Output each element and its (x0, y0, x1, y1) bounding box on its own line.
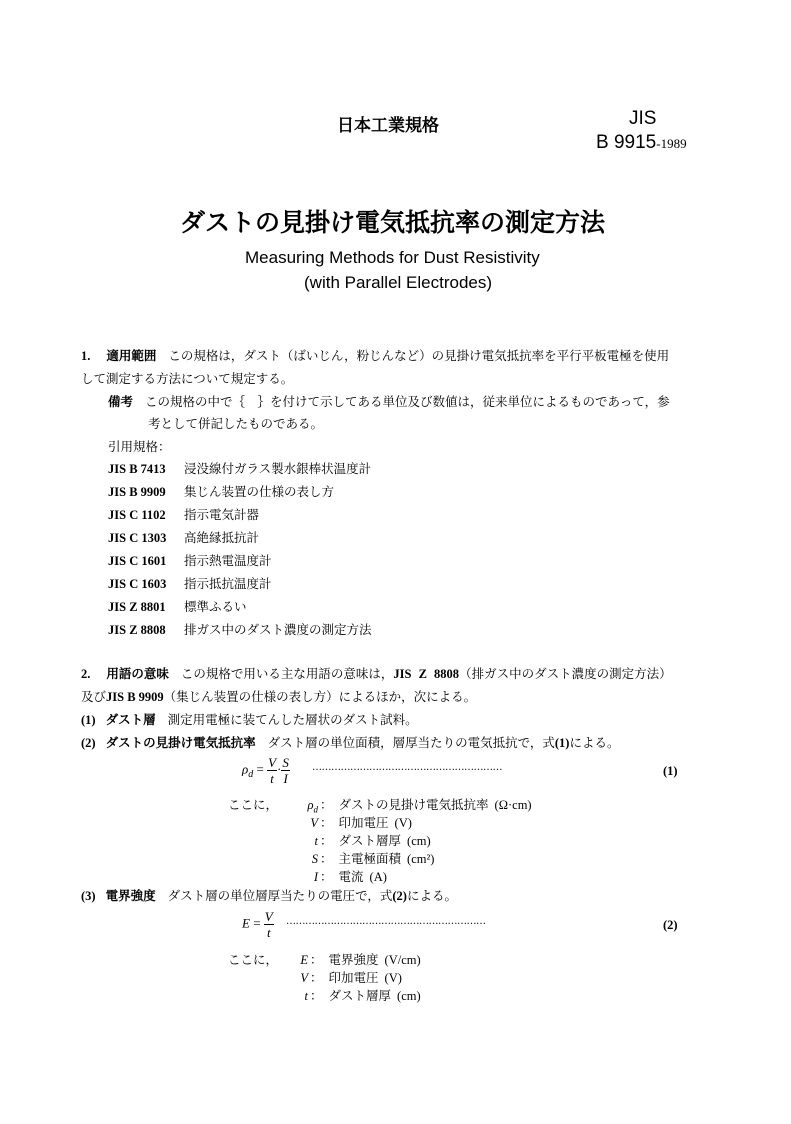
eq1-leader: …………………………………………………… (312, 762, 502, 773)
eq2-equals: = (253, 915, 261, 931)
variable-description: ダスト層厚 (328, 988, 392, 1003)
term-item-3 (81, 886, 457, 904)
reference-title: 集じん装置の仕様の表し方 (184, 484, 335, 499)
reference-code: JIS C 1603 (108, 577, 167, 591)
term-definition-end: による。 (569, 735, 620, 750)
eq1-numerator-1: V (268, 755, 277, 770)
colon: ： (320, 797, 333, 812)
term-name: 電界強度 (105, 888, 156, 903)
equation-1 (242, 756, 290, 785)
remark-label: 備考 (108, 394, 134, 409)
term-definition: 測定用電極に装てんした層状のダスト試料。 (167, 712, 418, 727)
term-item-2 (81, 733, 619, 751)
variable-description: ダストの見掛け電気抵抗率 (338, 797, 489, 812)
variable-unit: (cm²) (407, 852, 435, 866)
variable-symbol-text: S (311, 852, 318, 866)
variable-description: 主電極面積 (338, 851, 402, 866)
variable-description: 電流 (338, 869, 364, 884)
reference-item (108, 597, 247, 615)
reference-title: 高絶縁抵抗計 (184, 530, 260, 545)
variable-symbol (290, 852, 318, 867)
eq1-lhs: ρ (242, 761, 249, 777)
reference-item (108, 528, 259, 546)
section2-line2 (81, 687, 476, 705)
section1-number: 1. (81, 349, 91, 363)
variable-symbol: E (300, 953, 308, 967)
equation-reference: (1) (554, 736, 570, 750)
eq2-numerator: V (264, 909, 273, 924)
variable-definition (290, 831, 431, 849)
eq1-denominator-2: I (283, 771, 288, 786)
reference-code: JIS C 1601 (108, 554, 167, 568)
variable-definition (290, 795, 532, 815)
standard-org: 日本工業規格 (337, 116, 439, 136)
colon: ： (310, 988, 323, 1003)
section2-text1a: この規格で用いる主な用語の意味は， (180, 666, 394, 681)
variable-symbol-text: t (314, 834, 318, 848)
reference-item (108, 620, 372, 638)
variable-definition (280, 950, 421, 968)
remark-text1: この規格の中で｛ ｝を付けて示してある単位及び数値は，従来単位によるものであって，参 (145, 394, 670, 409)
reference-code: JIS Z 8801 (108, 600, 166, 614)
colon: ： (320, 869, 333, 884)
term-number: (3) (81, 889, 96, 903)
standard-year: -1989 (656, 136, 687, 151)
reference-item (108, 459, 371, 477)
variable-description: ダスト層厚 (338, 833, 402, 848)
variable-unit: (cm) (397, 989, 421, 1003)
section1-text2: して測定する方法について規定する。 (81, 371, 294, 386)
colon: ： (320, 833, 333, 848)
reference-title: 排ガス中のダスト濃度の測定方法 (184, 622, 372, 637)
eq1-dot: · (277, 761, 282, 777)
reference-item (108, 482, 334, 500)
section2-heading: 用語の意味 (106, 666, 169, 681)
variable-unit: (cm) (407, 834, 431, 848)
reference-code: JIS C 1303 (108, 531, 167, 545)
variable-unit: (V) (394, 816, 412, 830)
variable-unit: (Ω·cm) (494, 798, 532, 812)
standard-number (596, 132, 687, 154)
references-label: 引用規格： (108, 439, 171, 454)
reference-item (108, 574, 272, 592)
variable-unit: (A) (369, 870, 387, 884)
term-name: ダスト層 (105, 712, 156, 727)
variable-definition (290, 849, 434, 867)
section1-text1: この規格は，ダスト（ばいじん，粉じんなど）の見掛け電気抵抗率を平行平板電極を使用 (168, 348, 670, 363)
term-definition: ダスト層の単位面積，層厚当たりの電気抵抗で，式 (267, 735, 555, 750)
where2-label: ここに， (228, 952, 279, 967)
reference-code: JIS C 1102 (108, 508, 166, 522)
section2-number: 2. (81, 667, 91, 681)
eq1-label: (1) (663, 764, 678, 778)
variable-unit: (V/cm) (384, 953, 421, 967)
equation-reference: (2) (392, 889, 407, 903)
variable-symbol (290, 834, 318, 849)
reference-code: JIS B 9909 (108, 485, 166, 499)
eq2-lhs: E (242, 915, 250, 931)
jis-reference: JIS B 9909 (106, 690, 164, 704)
standard-code: B 9915 (596, 132, 657, 153)
colon: ： (310, 952, 323, 967)
colon: ： (320, 815, 333, 830)
reference-title: 指示熱電温度計 (184, 553, 272, 568)
term-number: (2) (81, 736, 96, 750)
where1-label: ここに， (228, 797, 279, 812)
reference-code: JIS Z 8808 (108, 623, 166, 637)
variable-definition (290, 867, 387, 885)
reference-title: 浸没線付ガラス製水銀棒状温度計 (184, 461, 372, 476)
term-definition-end: による。 (406, 888, 457, 903)
variable-symbol-text: I (313, 870, 318, 884)
english-title-line1: Measuring Methods for Dust Resistivity (245, 248, 540, 267)
variable-definition (280, 986, 421, 1004)
variable-description: 電界強度 (328, 952, 379, 967)
term-name: ダストの見掛け電気抵抗率 (105, 735, 256, 750)
reference-item (108, 551, 272, 569)
eq1-denominator-1: t (270, 771, 274, 786)
variable-symbol-text: ρ (307, 798, 314, 812)
variable-symbol: t (304, 989, 308, 1003)
remark-line1 (108, 392, 670, 410)
eq1-lhs-sub: d (248, 769, 254, 781)
reference-title: 標準ふるい (184, 599, 247, 614)
section2-text2b: （集じん装置の仕様の表し方）によるほか，次による。 (163, 689, 477, 704)
variable-definition (290, 813, 412, 831)
equation-2 (242, 910, 274, 939)
colon: ： (320, 851, 333, 866)
section2-line1 (81, 664, 672, 682)
eq1-numerator-2: S (282, 755, 289, 770)
term-number: (1) (81, 713, 96, 727)
section2-text1b: （排ガス中のダスト濃度の測定方法） (459, 666, 672, 681)
variable-description: 印加電圧 (328, 970, 379, 985)
jis-label: JIS (629, 108, 657, 129)
variable-definition (280, 968, 402, 986)
variable-unit: (V) (384, 971, 402, 985)
eq2-leader: ……………………………………………………… (286, 916, 486, 927)
reference-code: JIS B 7413 (108, 462, 166, 476)
term-definition: ダスト層の単位層厚当たりの電圧で，式 (167, 888, 393, 903)
remark-text2: 考として併記したものである。 (148, 416, 324, 431)
reference-item (108, 505, 259, 523)
jis-reference: JIS Z 8808 (393, 667, 460, 681)
variable-subscript: d (313, 804, 318, 815)
page-title: ダストの見掛け電気抵抗率の測定方法 (180, 208, 606, 237)
section1-line1 (81, 346, 669, 364)
eq2-label: (2) (663, 918, 678, 932)
eq1-equals: = (256, 761, 264, 777)
variable-symbol-text: V (310, 816, 318, 830)
eq2-denominator: t (266, 925, 271, 940)
colon: ： (310, 970, 323, 985)
reference-title: 指示電気計器 (184, 507, 260, 522)
reference-title: 指示抵抗温度計 (184, 576, 272, 591)
variable-symbol (290, 816, 318, 831)
variable-symbol (290, 870, 318, 885)
term-item-1 (81, 710, 418, 728)
section2-text2a: 及び (81, 689, 107, 704)
english-title-line2: (with Parallel Electrodes) (304, 273, 493, 292)
section1-heading: 適用範囲 (106, 348, 157, 363)
variable-symbol: V (300, 971, 308, 985)
variable-description: 印加電圧 (338, 815, 389, 830)
